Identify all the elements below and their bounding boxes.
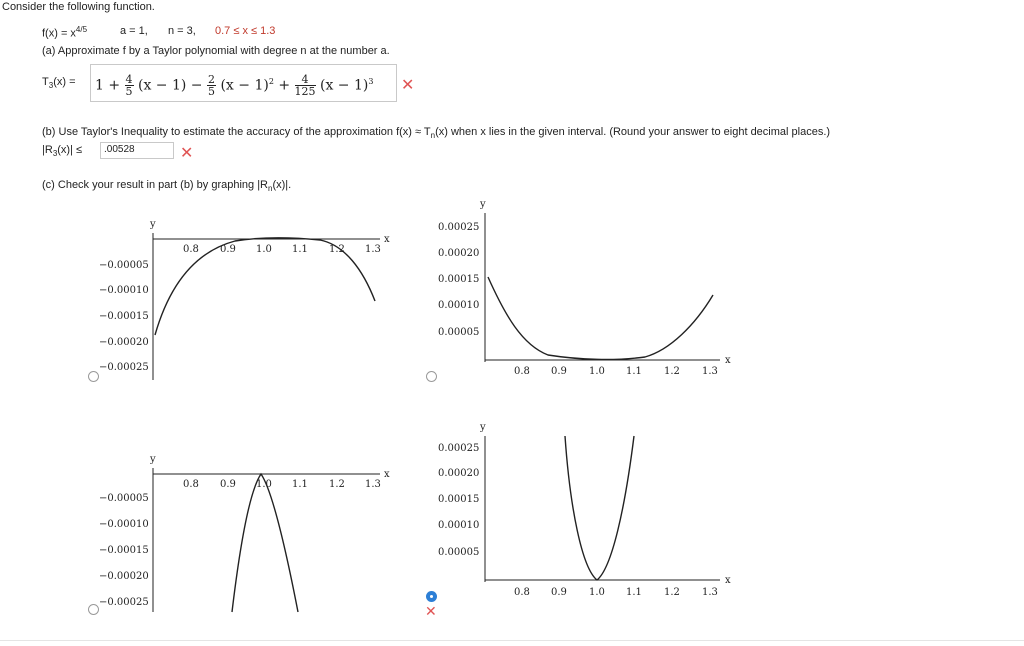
graph-option-3 [95, 450, 395, 615]
y-tick: −0.00020 [99, 571, 149, 582]
x-tick: 1.3 [365, 244, 381, 255]
fraction-1: $\frac{4}{5}$ [125, 73, 133, 98]
graph-option-4-radio[interactable] [426, 591, 437, 602]
x-tick: 0.9 [551, 366, 567, 377]
part-b-question: (b) Use Taylor's Inequality to estimate the accuracy of the approximation $f(x) \approx T_n(x)$ when x lies in the given interval. (Round your answer to eight decimal places.) [42, 126, 831, 141]
y-tick: 0.00020 [438, 248, 480, 259]
x-tick: 0.8 [183, 479, 199, 490]
x-axis-label: x [384, 234, 390, 245]
y-tick: 0.00010 [438, 300, 480, 311]
y-tick-labels [99, 493, 149, 608]
x-tick: 0.8 [514, 366, 530, 377]
x-tick: 1.2 [664, 587, 680, 598]
value-n: n = 3, [168, 25, 196, 37]
y-tick: −0.00025 [99, 597, 149, 608]
graph-option-2 [430, 195, 740, 380]
x-tick: 1.1 [626, 366, 642, 377]
y-tick: 0.00025 [438, 443, 480, 454]
x-axis-label: x [384, 469, 390, 480]
x-tick: 1.3 [702, 587, 718, 598]
x-tick: 1.2 [664, 366, 680, 377]
y-tick-labels [438, 443, 479, 558]
x-tick: 0.9 [220, 479, 236, 490]
graph-option-3-radio[interactable] [88, 604, 99, 615]
x-tick: 1.1 [292, 479, 308, 490]
y-tick-labels [438, 222, 479, 338]
x-tick: 0.8 [183, 244, 199, 255]
x-tick: 1.0 [256, 244, 272, 255]
x-tick: 1.1 [292, 244, 308, 255]
function-definition [42, 25, 87, 40]
y-tick: 0.00005 [438, 327, 480, 338]
x-tick-labels [514, 587, 718, 598]
value-a: a = 1, [120, 25, 148, 37]
y-tick-labels [99, 260, 149, 373]
graph-option-1-radio[interactable] [88, 371, 99, 382]
x-tick: 0.9 [220, 244, 236, 255]
y-tick: −0.00015 [99, 311, 149, 322]
y-tick: 0.00015 [438, 274, 480, 285]
x-tick-labels [183, 479, 381, 490]
accuracy-answer-field[interactable] [100, 142, 174, 159]
bottom-divider [0, 640, 1024, 641]
x-tick: 1.2 [329, 244, 345, 255]
function-label: f(x) = x [42, 27, 76, 40]
x-tick: 1.0 [589, 587, 605, 598]
graph-option-4 [430, 418, 740, 603]
intro-text: Consider the following function. [2, 1, 155, 13]
fraction-3: $\frac{4}{125}$ [294, 73, 316, 98]
y-axis-label: y [150, 219, 156, 230]
part-a-answer-label: $T_3(x)$ = [42, 76, 76, 91]
accuracy-answer-value: .00528 [104, 144, 135, 155]
y-tick: −0.00015 [99, 545, 149, 556]
graph-option-1 [95, 215, 395, 385]
part-a-incorrect-icon: ✕ [401, 77, 415, 94]
x-tick: 1.2 [329, 479, 345, 490]
x-tick: 1.1 [626, 587, 642, 598]
x-tick: 1.0 [256, 479, 272, 490]
y-tick: 0.00005 [438, 547, 480, 558]
y-tick: 0.00020 [438, 468, 480, 479]
y-tick: 0.00015 [438, 494, 480, 505]
x-axis-label: x [725, 575, 731, 586]
y-tick: −0.00025 [99, 362, 149, 373]
y-axis-label: y [150, 454, 156, 465]
y-tick: −0.00010 [99, 285, 149, 296]
part-b-answer-label: $|R_3(x)|$ ≤ [42, 144, 83, 159]
y-tick: 0.00025 [438, 222, 480, 233]
x-tick: 0.9 [551, 587, 567, 598]
graph-option-2-radio[interactable] [426, 371, 437, 382]
y-axis-label: y [480, 199, 486, 210]
y-tick: −0.00005 [99, 493, 149, 504]
curve [488, 277, 713, 359]
part-c-incorrect-icon: ✕ [425, 603, 437, 619]
part-a-question: (a) Approximate f by a Taylor polynomial with degree n at the number a. [42, 45, 390, 57]
x-axis-label: x [725, 355, 731, 366]
taylor-polynomial-answer[interactable]: 1 + $\frac{4}{5}$ (x − 1) − $\frac{2}{5}$ $(x - 1)^2$ + $\frac{4}{125}$ $(x - 1)^3$ [90, 64, 397, 102]
y-axis-label: y [480, 422, 486, 433]
fraction-2: $\frac{2}{5}$ [208, 73, 215, 98]
y-tick: −0.00005 [99, 260, 149, 271]
part-b-incorrect-icon: ✕ [180, 145, 194, 162]
x-tick-labels [514, 366, 718, 377]
curve [565, 436, 634, 580]
interval-text: 0.7 ≤ x ≤ 1.3 [215, 25, 276, 37]
x-tick: 1.3 [365, 479, 381, 490]
part-c-question: (c) Check your result in part (b) by graphing $|R_n(x)|$. [42, 179, 292, 194]
function-exponent: 4/5 [75, 25, 88, 34]
curve [232, 474, 298, 612]
y-tick: −0.00010 [99, 519, 149, 530]
x-tick: 1.0 [589, 366, 605, 377]
x-tick: 1.3 [702, 366, 718, 377]
y-tick: 0.00010 [438, 520, 480, 531]
y-tick: −0.00020 [99, 337, 149, 348]
x-tick: 0.8 [514, 587, 530, 598]
